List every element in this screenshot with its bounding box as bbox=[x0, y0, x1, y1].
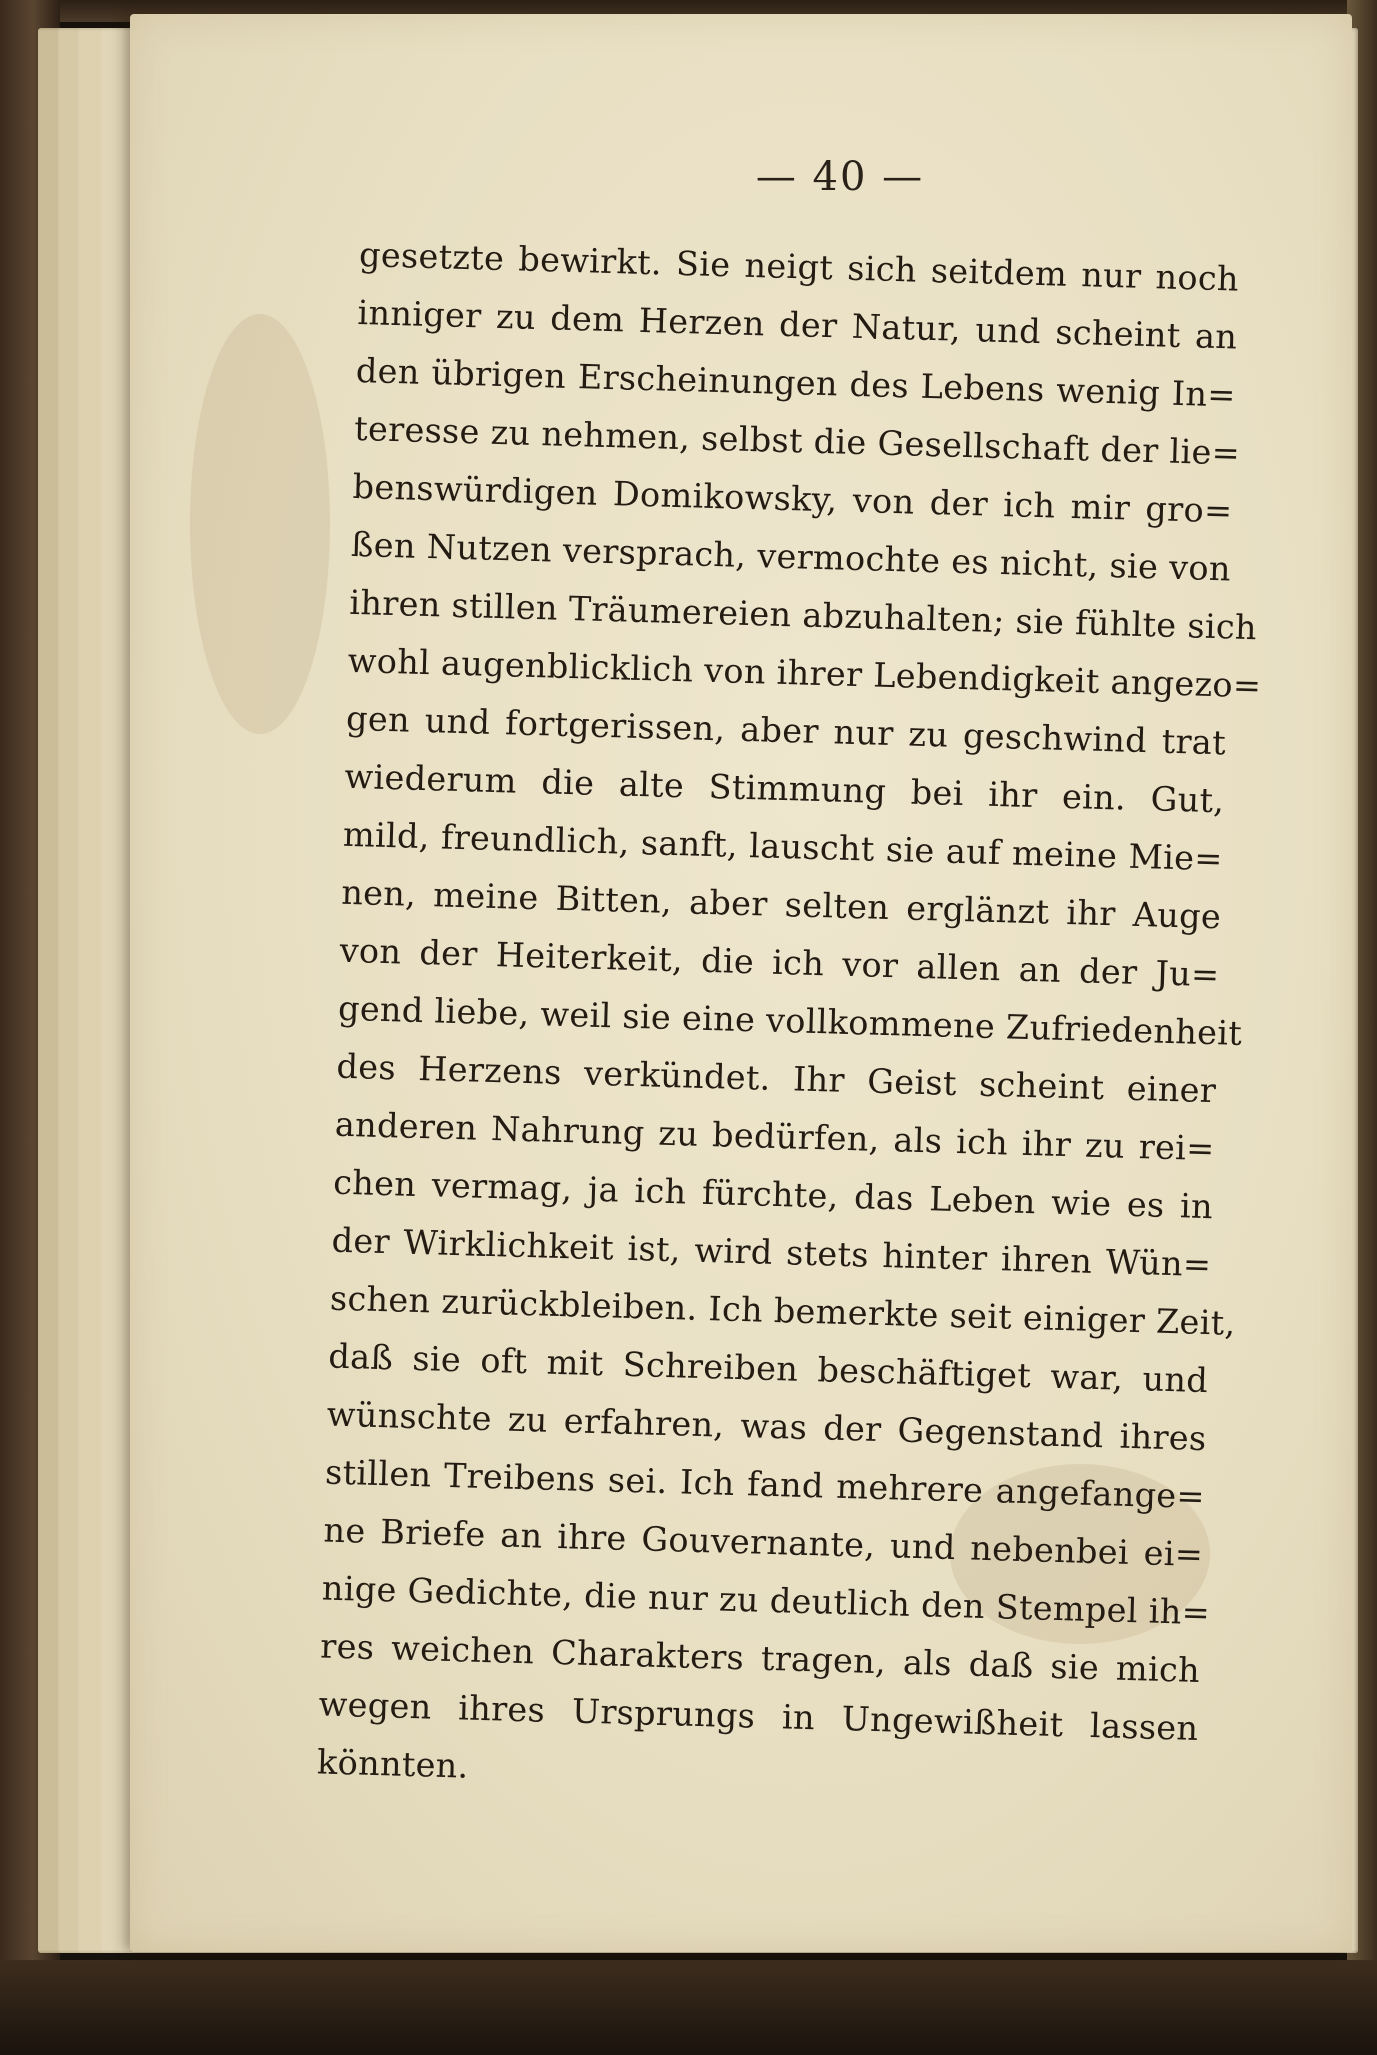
text-line: chen vermag, ja ich fürchte, das Leben wie es in bbox=[332, 1162, 1214, 1227]
text-line: gen und fortgerissen, aber nur zu geschwind trat bbox=[345, 698, 1227, 763]
text-line: wohl augenblicklich von ihrer Lebendigkeit angezo= bbox=[347, 640, 1262, 706]
text-line: anderen Nahrung zu bedürfen, als ich ihr zu rei= bbox=[334, 1104, 1216, 1169]
text-line: mild, freundlich, sanft, lauscht sie auf meine Mie= bbox=[342, 814, 1224, 879]
text-line: wiederum die alte Stimmung bei ihr ein. Gut, bbox=[344, 756, 1225, 821]
book-cover-bottom-edge bbox=[0, 1960, 1377, 2055]
text-line: benswürdigen Domikowsky, von der ich mir gro= bbox=[352, 466, 1233, 531]
text-line: nen, meine Bitten, aber selten erglänzt ihr Auge bbox=[340, 872, 1222, 937]
text-line: des Herzens verkündet. Ihr Geist scheint einer bbox=[335, 1046, 1217, 1111]
text-line: stillen Treibens sei. Ich fand mehrere angefange= bbox=[324, 1452, 1206, 1517]
text-line: ihren stillen Träumereien abzuhalten; sie fühlte sich bbox=[348, 582, 1258, 648]
book-page bbox=[130, 14, 1352, 1952]
text-line: schen zurückbleiben. Ich bemerkte seit einiger Zeit, bbox=[329, 1278, 1237, 1343]
text-line: wegen ihres Ursprungs in Ungewißheit lassen bbox=[318, 1684, 1199, 1748]
text-line: gesetzte bewirkt. Sie neigt sich seitdem nur noch bbox=[358, 234, 1240, 299]
text-line: inniger zu dem Herzen der Natur, und scheint an bbox=[357, 292, 1238, 357]
text-line: von der Heiterkeit, die ich vor allen an der Ju= bbox=[339, 930, 1220, 995]
paper-stain bbox=[190, 314, 330, 734]
text-line: ßen Nutzen versprach, vermochte es nicht, sie von bbox=[350, 524, 1232, 589]
page-number: — 40 — bbox=[755, 154, 925, 200]
text-line: teresse zu nehmen, selbst die Gesellschaft der lie= bbox=[353, 408, 1241, 473]
text-line: könnten. bbox=[316, 1742, 470, 1786]
text-line: daß sie oft mit Schreiben beschäftiget war, und bbox=[327, 1336, 1209, 1401]
text-line: der Wirklichkeit ist, wird stets hinter ihren Wün= bbox=[331, 1220, 1212, 1285]
text-line: ne Briefe an ihre Gouvernante, und nebenbei ei= bbox=[323, 1510, 1204, 1575]
text-line: wünschte zu erfahren, was der Gegenstand ihres bbox=[326, 1394, 1208, 1459]
text-line: den übrigen Erscheinungen des Lebens wenig In= bbox=[355, 350, 1237, 415]
text-line: gend liebe, weil sie eine vollkommene Zufriedenheit bbox=[337, 988, 1243, 1053]
text-line: res weichen Charakters tragen, als daß sie mich bbox=[319, 1626, 1201, 1691]
text-line: nige Gedichte, die nur zu deutlich den Stempel ih= bbox=[321, 1568, 1211, 1633]
page-body-text bbox=[316, 226, 1262, 1816]
